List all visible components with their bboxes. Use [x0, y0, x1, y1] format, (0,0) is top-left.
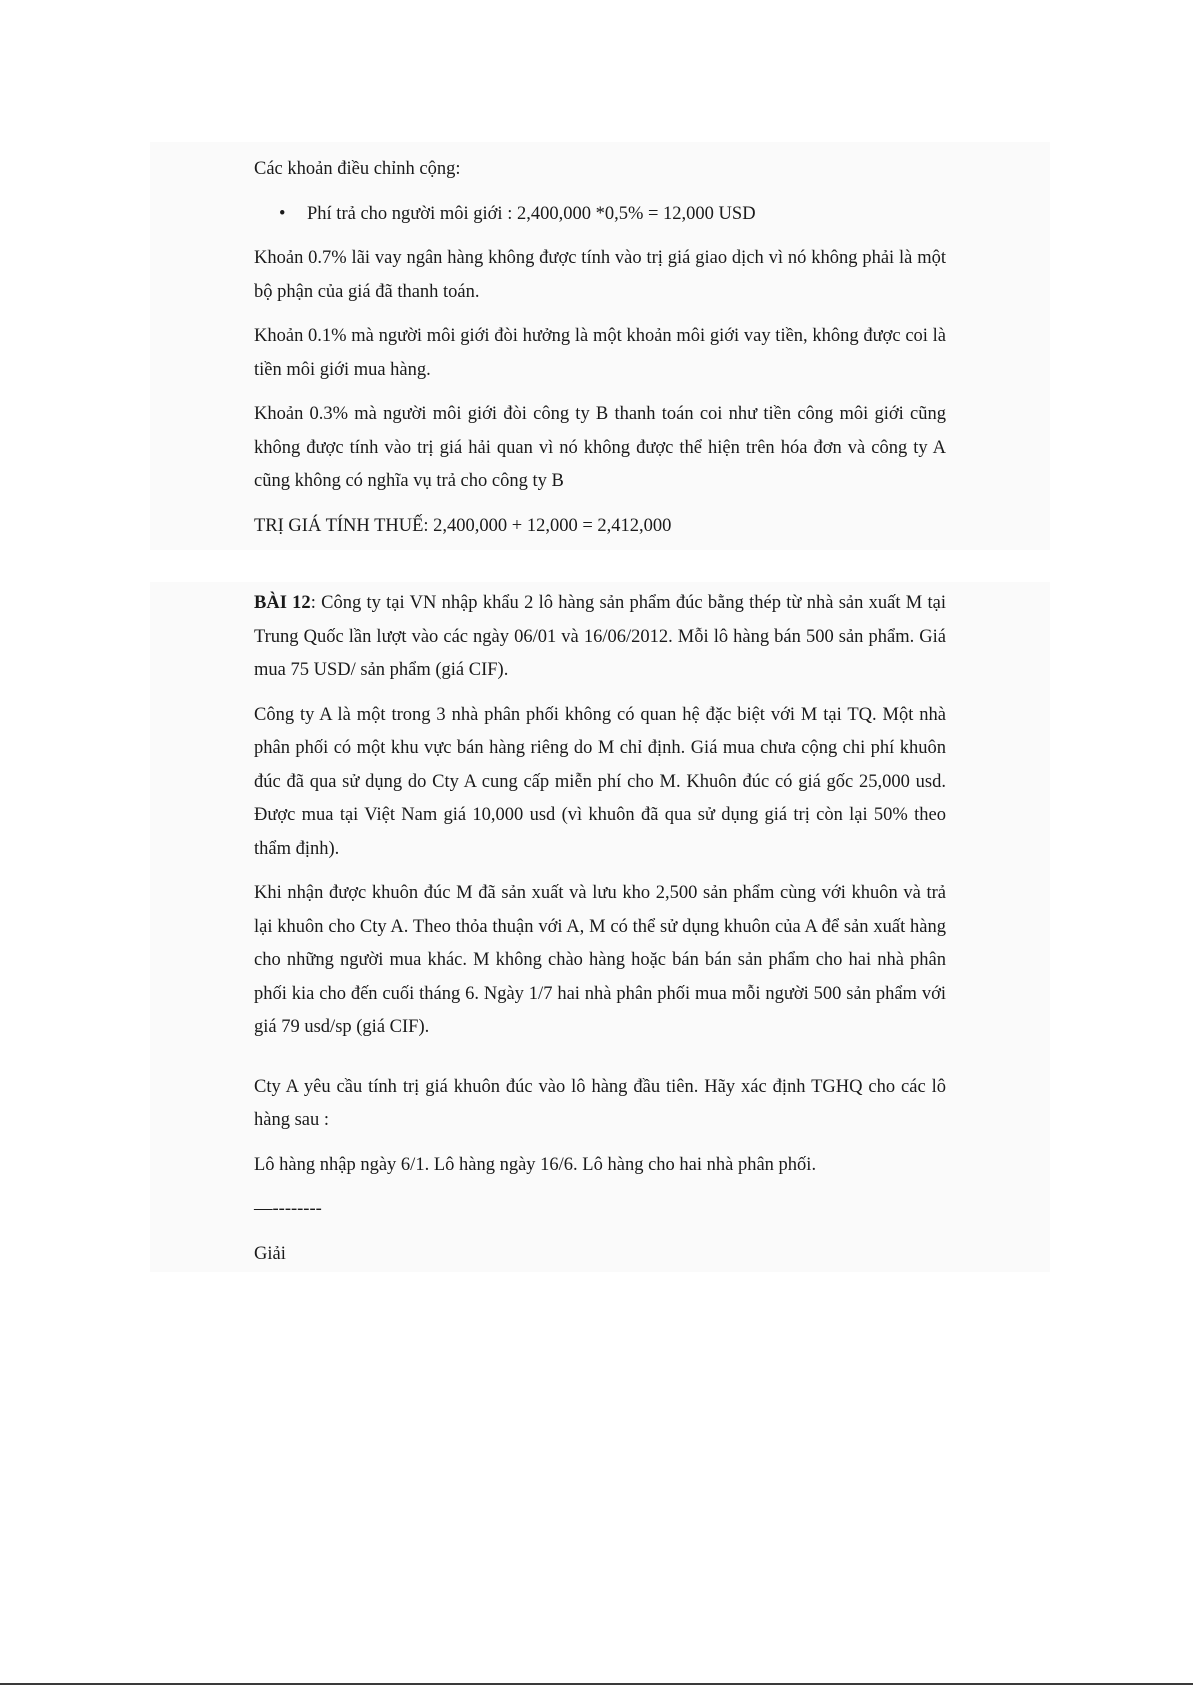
broker-fee-text: Phí trả cho người môi giới : 2,400,000 *0,5% = 12,000 USD [307, 203, 756, 224]
solution-label: Giải [254, 1243, 286, 1264]
taxable-value-total: TRỊ GIÁ TÍNH THUẾ: 2,400,000 + 12,000 = 2,412,000 [254, 515, 672, 536]
paragraph-request: Cty A yêu cầu tính trị giá khuôn đúc vào lô hàng đầu tiên. Hãy xác định TGHQ cho các lô hàng sau : [254, 1076, 946, 1130]
exercise-title: BÀI 12 [254, 593, 311, 613]
bullet-icon: • [279, 203, 286, 224]
exercise-intro-text: : Công ty tại VN nhập khẩu 2 lô hàng sản phẩm đúc bằng thép từ nhà sản xuất M tại Trung Quốc lần lượt vào các ngày 06/01 và 16/06/2012. Mỗi lô hàng bán 500 sản phẩm. Giá mua 75 USD/ sản phẩm (giá CIF). [254, 593, 946, 680]
document-page [254, 153, 946, 1282]
exercise-12-intro [254, 587, 946, 688]
paragraph-mold-production: Khi nhận được khuôn đúc M đã sản xuất và lưu kho 2,500 sản phẩm cùng với khuôn và trả lại khuôn cho Cty A. Theo thỏa thuận với A, M có thể sử dụng khuôn của A để sản xuất hàng cho những người mua khác. M không chào hàng hoặc bán bán sản phẩm cho hai nhà phân phối kia cho đến cuối tháng 6. Ngày 1/7 hai nhà phân phối mua mỗi người 500 sản phẩm với giá 79 usd/sp (giá CIF). [254, 883, 946, 1037]
paragraph-broker-loan: Khoản 0.1% mà người môi giới đòi hưởng là một khoản môi giới vay tiền, không được coi là tiền môi giới mua hàng. [254, 326, 946, 380]
paragraph-shipments: Lô hàng nhập ngày 6/1. Lô hàng ngày 16/6. Lô hàng cho hai nhà phân phối. [254, 1154, 817, 1175]
adjustments-heading: Các khoản điều chỉnh cộng: [254, 159, 461, 179]
paragraph-broker-commission: Khoản 0.3% mà người môi giới đòi công ty B thanh toán coi như tiền công môi giới cũng không được tính vào trị giá hải quan vì nó không được thể hiện trên hóa đơn và công ty A cũng không có nghĩa vụ trả cho công ty B [254, 404, 946, 491]
paragraph-bank-interest: Khoản 0.7% lãi vay ngân hàng không được tính vào trị giá giao dịch vì nó không phải là một bộ phận của giá đã thanh toán. [254, 248, 946, 302]
paragraph-distributor: Công ty A là một trong 3 nhà phân phối không có quan hệ đặc biệt với M tại TQ. Một nhà phân phối có một khu vực bán hàng riêng do M chỉ định. Giá mua chưa cộng chi phí khuôn đúc đã qua sử dụng do Cty A cung cấp miễn phí cho M. Khuôn đúc có giá gốc 25,000 usd. Được mua tại Việt Nam giá 10,000 usd (vì khuôn đã qua sử dụng giá trị còn lại 50% theo thẩm định). [254, 704, 946, 859]
adjustments-list [254, 198, 946, 232]
divider-dashes: —-------- [254, 1199, 322, 1219]
list-item [254, 198, 946, 232]
